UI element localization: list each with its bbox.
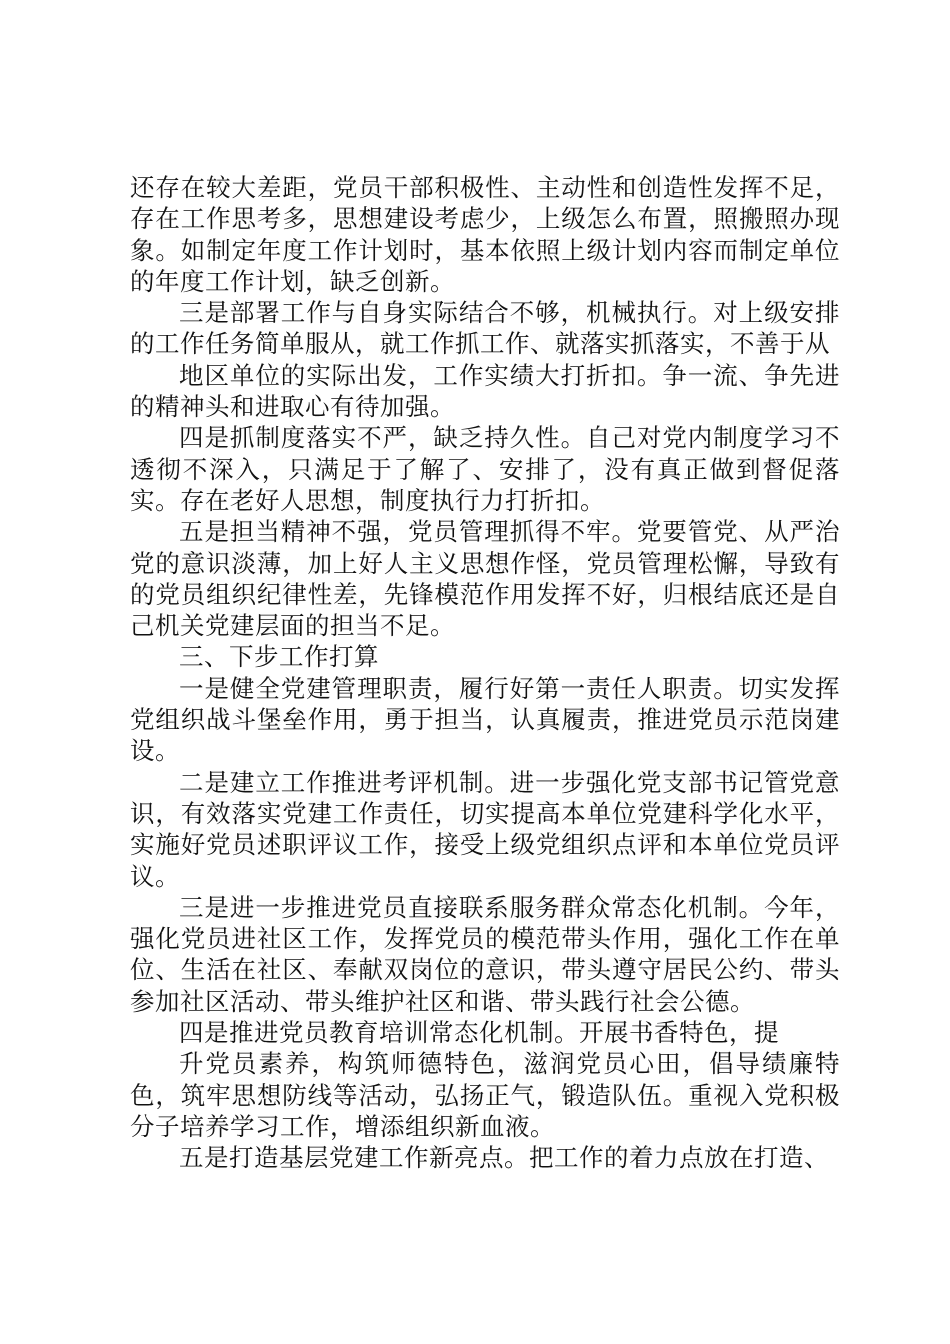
paragraph-plan-three: 三是进一步推进党员直接联系服务群众常态化机制。今年，强化党员进社区工作，发挥党员的模范带头作用，强化工作在单位、生活在社区、奉献双岗位的意识，带头遵守居民公约、带头参加社区活动、带头维护社区和谐、带头践行社会公德。 <box>130 892 840 1016</box>
paragraph-continuation: 还存在较大差距，党员干部积极性、主动性和创造性发挥不足，存在工作思考多，思想建设考虑少，上级怎么布置，照搬照办现象。如制定年度工作计划时，基本依照上级计划内容而制定单位的年度工作计划，缺乏创新。 <box>130 173 840 296</box>
paragraph-point-three-cont: 地区单位的实际出发，工作实绩大打折扣。争一流、争先进的精神头和进取心有待加强。 <box>130 360 840 422</box>
paragraph-plan-two: 二是建立工作推进考评机制。进一步强化党支部书记管党意识，有效落实党建工作责任，切实提高本单位党建科学化水平，实施好党员述职评议工作，接受上级党组织点评和本单位党员评议。 <box>130 767 840 891</box>
paragraph-point-five: 五是担当精神不强，党员管理抓得不牢。党要管党、从严治党的意识淡薄，加上好人主义思想作怪，党员管理松懈，导致有的党员组织纪律性差，先锋模范作用发挥不好，归根结底还是自己机关党建层面的担当不足。 <box>130 517 840 641</box>
paragraph-plan-five: 五是打造基层党建工作新亮点。把工作的着力点放在打造、 <box>179 1143 829 1173</box>
paragraph-plan-one: 一是健全党建管理职责，履行好第一责任人职责。切实发挥党组织战斗堡垒作用，勇于担当，认真履责，推进党员示范岗建设。 <box>130 673 840 766</box>
paragraph-point-three: 三是部署工作与自身实际结合不够，机械执行。对上级安排的工作任务简单服从，就工作抓工作、就落实抓落实，不善于从 <box>130 298 840 359</box>
document-body <box>130 172 840 1174</box>
paragraph-plan-four: 四是推进党员教育培训常态化机制。开展书香特色，提 <box>179 1018 779 1048</box>
paragraph-plan-four-cont: 升党员素养，构筑师德特色，滋润党员心田，倡导绩廉特色，筑牢思想防线等活动，弘扬正气，锻造队伍。重视入党积极分子培养学习工作，增添组织新血液。 <box>130 1049 840 1141</box>
paragraph-point-four: 四是抓制度落实不严，缺乏持久性。自己对党内制度学习不透彻不深入，只满足于了解了、安排了，没有真正做到督促落实。存在老好人思想，制度执行力打折扣。 <box>130 423 840 515</box>
section-heading-next-steps: 三、下步工作打算 <box>179 642 379 672</box>
